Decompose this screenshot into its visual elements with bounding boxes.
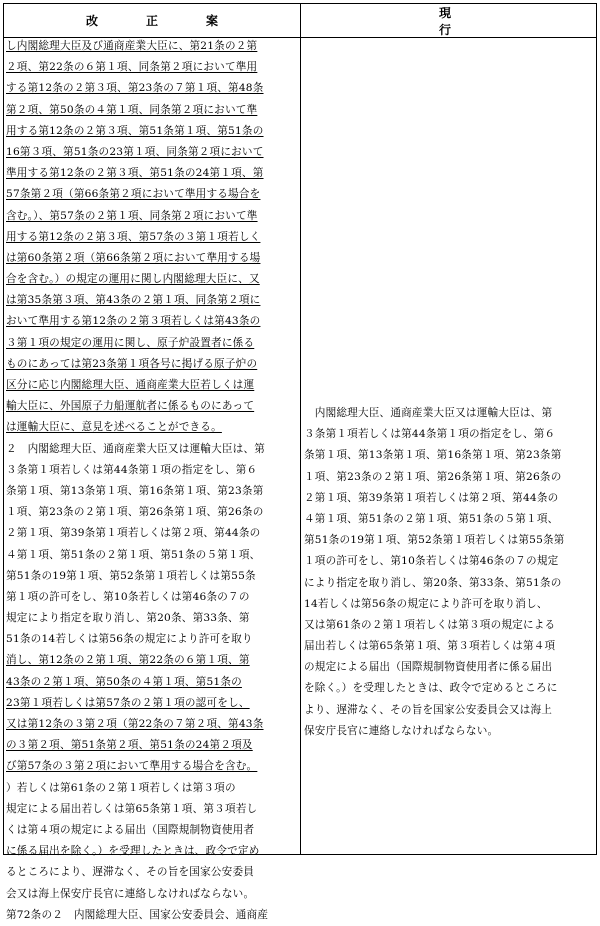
amended-text-line: 第72条の２ 内閣総理大臣、国家公安委員会、通商産 — [6, 908, 269, 921]
amended-text-line: 用する第12条の２第３項、第51条第１項、第51条の — [6, 124, 264, 137]
amended-text-line: 第51条の19第１項、第52条第１項若しくは第55条 — [6, 569, 256, 582]
amended-text-line: ４第１項、第51条の２第１項、第51条の５第１項、 — [6, 548, 261, 561]
amended-text-line: １項、第23条の２第１項、第26条第１項、第26条の — [6, 506, 264, 519]
current-text-line: 条第１項、第13条第１項、第16条第１項、第23条第 — [304, 449, 562, 462]
current-text-line: を除く。）を受理したときは、政令で定めるところに — [304, 682, 558, 695]
amended-text-line: 57条第２項（第66条第２項において準用する場合を — [6, 188, 261, 201]
amended-column-header: 改正案 — [85, 14, 266, 28]
current-text-line: により指定を取り消し、第20条、第33条、第51条の — [304, 576, 562, 589]
current-text-line: ４第１項、第51条の２第１項、第51条の５第１項、 — [304, 512, 559, 525]
amended-text-line: ２ 内閣総理大臣、通商産業大臣又は運輸大臣は、第 — [6, 442, 266, 455]
amended-text-line: ）若しくは第61条の２第１項若しくは第３項の — [6, 781, 236, 794]
current-text-line: １項、第23条の２第１項、第26条第１項、第26条の — [304, 470, 562, 483]
current-text-line: ３条第１項若しくは第44条第１項の指定をし、第６ — [304, 428, 556, 441]
amended-text-line: ３条第１項若しくは第44条第１項の指定をし、第６ — [6, 463, 258, 476]
amended-text-line: 16第３項、第51条の23第１項、同条第２項において — [6, 145, 264, 158]
amended-text-line: は第35条第３項、第43条の２第１項、同条第２項に — [6, 294, 261, 307]
column-divider — [300, 4, 301, 854]
current-text-line: １項の許可をし、第10条若しくは第46条の７の規定 — [304, 555, 559, 568]
amended-text-line: 含む。）、第57条の２第１項、同条第２項において準 — [6, 209, 258, 222]
amended-text-line: 51条の14若しくは第56条の規定により許可を取り — [6, 633, 253, 646]
current-text-line: の規定による届出（国際規制物資使用者に係る届出 — [304, 661, 553, 674]
amended-text-line: 23第１項若しくは第57条の２第１項の認可をし、 — [6, 696, 250, 709]
amended-text-line: るところにより、遅滞なく、その旨を国家公安委員 — [6, 866, 255, 879]
amended-text-line: 準用する第12条の２第３項、第51条の24第１項、第 — [6, 167, 264, 180]
amended-text-line: ２第１項、第39条第１項若しくは第２項、第44条の — [6, 527, 261, 540]
amended-text-line: 条第１項、第13条第１項、第16条第１項、第23条第 — [6, 484, 264, 497]
amended-text-line: くは第４項の規定による届出（国際規制物資使用者 — [6, 823, 255, 836]
amended-text-line: 区分に応じ内閣総理大臣、通商産業大臣若しくは運 — [6, 379, 255, 391]
amended-text-line: 又は第12条の３第２項（第22条の７第２項、第43条 — [6, 718, 264, 730]
amended-text-line: ２項、第22条の６第１項、同条第２項において準用 — [6, 61, 258, 74]
amended-text-line: 規定による届出若しくは第65条第１項、第３項若し — [6, 802, 258, 815]
amended-text-line: は第60条第２項（第66条第２項において準用する場 — [6, 251, 261, 264]
current-text-line: 内閣総理大臣、通商産業大臣又は運輸大臣は、第 — [304, 407, 553, 419]
amended-text-line: 規定により指定を取り消し、第20条、第33条、第 — [6, 612, 250, 625]
current-text-line: 14若しくは第56条の規定により許可を取り消し、 — [304, 597, 548, 610]
current-text-line: 又は第61条の２第１項若しくは第３項の規定による — [304, 618, 556, 631]
amended-text-line: する第12条の２第３項、第23条の７第１項、第48条 — [6, 82, 264, 95]
amended-text-column — [6, 36, 290, 926]
amended-text-line: 第２項、第50条の４第１項、同条第２項において準 — [6, 103, 258, 116]
current-text-line: 保安庁長官に連絡しなければならない。 — [304, 724, 499, 737]
amended-text-line: の３第２項、第51条第２項、第51条の24第２項及 — [6, 739, 253, 752]
amended-text-line: は運輸大臣に、意見を述べることができる。 — [6, 421, 222, 434]
amended-text-line: 用する第12条の２第３項、第57条の３第１項若しく — [6, 230, 261, 243]
current-text-line: 届出若しくは第65条第１項、第３項若しくは第４項 — [304, 640, 556, 653]
current-text-line: ２第１項、第39条第１項若しくは第２項、第44条の — [304, 491, 559, 504]
amended-text-line: ３第１項の規定の運用に関し、原子炉設置者に係る — [6, 336, 255, 349]
amended-text-line: 合を含む。）の規定の運用に関し内閣総理大臣に、又 — [6, 273, 260, 286]
current-text-line: 第51条の19第１項、第52条第１項若しくは第55条第 — [304, 534, 565, 547]
amended-text-line: 43条の２第１項、第50条の４第１項、第51条の — [6, 675, 242, 688]
current-column-header: 現行 — [439, 5, 590, 37]
amended-text-line: び第57条の３第２項において準用する場合を含む。 — [6, 760, 258, 773]
amended-text-line: に係る届出を除く。）を受理したときは、政令で定め — [6, 845, 260, 858]
current-text-line: より、遅滞なく、その旨を国家公安委員会又は海上 — [304, 703, 553, 716]
amended-text-line: 第１項の許可をし、第10条若しくは第46条の７の — [6, 590, 250, 603]
amended-text-line: 消し、第12条の２第１項、第22条の６第１項、第 — [6, 654, 250, 667]
amended-text-line: 輸大臣に、外国原子力船運航者に係るものにあって — [6, 400, 255, 413]
amended-text-line: 会又は海上保安庁長官に連絡しなければならない。 — [6, 887, 255, 900]
amended-text-line: ものにあっては第23条第１項各号に掲げる原子炉の — [6, 357, 258, 370]
amended-text-line: し内閣総理大臣及び通商産業大臣に、第21条の２第 — [6, 40, 258, 52]
amended-text-line: おいて準用する第12条の２第３項若しくは第43条の — [6, 315, 261, 328]
current-text-column — [304, 403, 588, 742]
